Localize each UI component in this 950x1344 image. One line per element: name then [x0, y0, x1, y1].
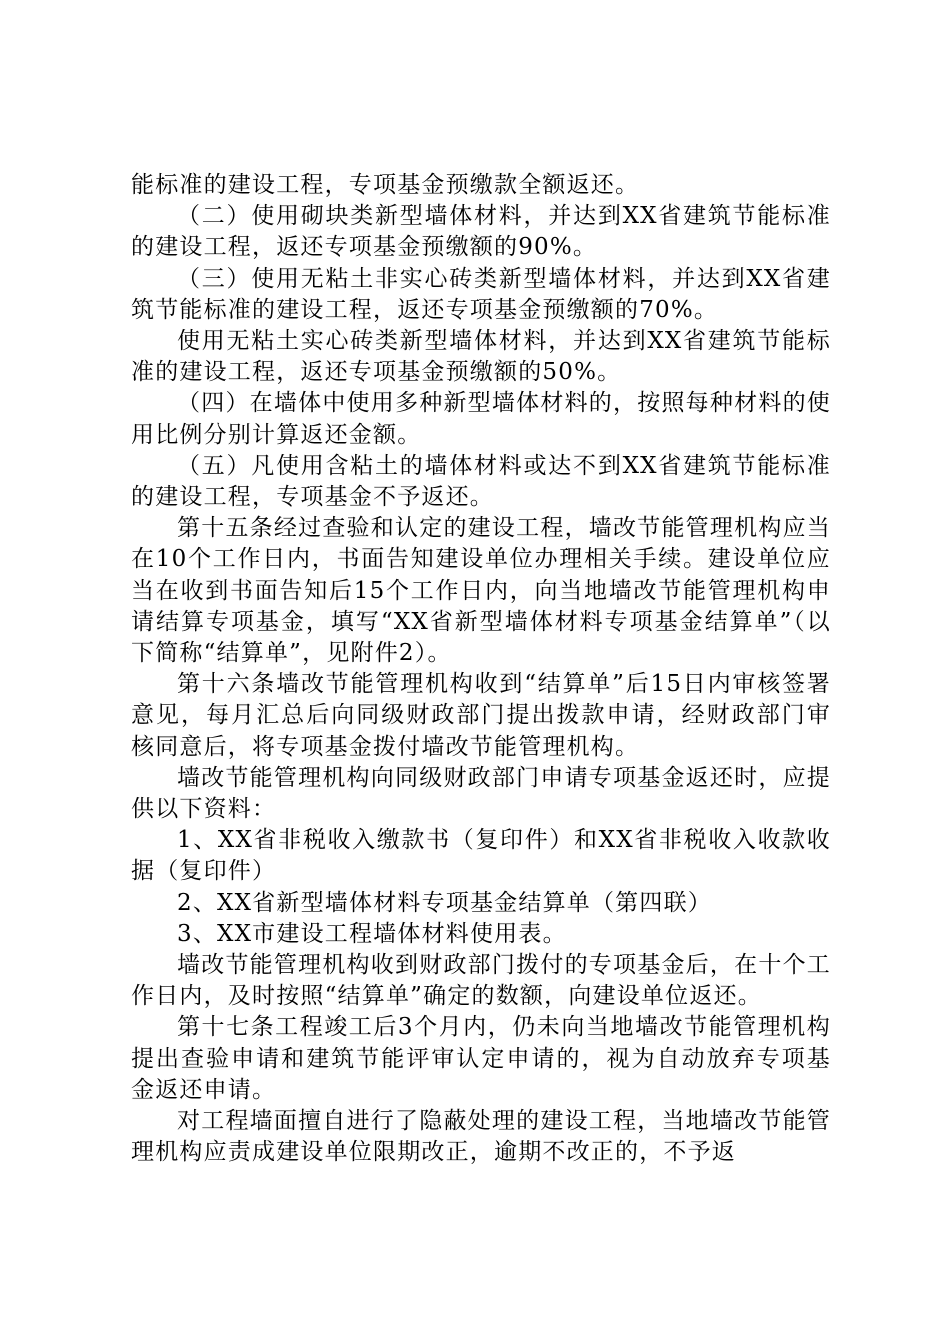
paragraph-item-2: （二）使用砌块类新型墙体材料，并达到XX省建筑节能标准的建设工程，返还专项基金预缴额的90%。 — [131, 203, 831, 261]
paragraph-article-15: 第十五条经过查验和认定的建设工程，墙改节能管理机构应当在10个工作日内，书面告知建设单位办理相关手续。建设单位应当在收到书面告知后15个工作日内，向当地墙改节能管理机构申请结算专项基金，填写“XX省新型墙体材料专项基金结算单”（以下简称“结算单”，见附件2）。 — [131, 515, 831, 667]
paragraph-solid-brick: 使用无粘土实心砖类新型墙体材料，并达到XX省建筑节能标准的建设工程，返还专项基金预缴额的50%。 — [131, 328, 831, 386]
paragraph-continuation: 能标准的建设工程，专项基金预缴款全额返还。 — [131, 172, 640, 198]
paragraph-article-16: 第十六条墙改节能管理机构收到“结算单”后15日内审核签署意见，每月汇总后向同级财政部门提出拨款申请，经财政部门审核同意后，将专项基金拨付墙改节能管理机构。 — [131, 671, 831, 760]
list-item-1: 1、XX省非税收入缴款书（复印件）和XX省非税收入收款收据（复印件） — [131, 827, 831, 885]
paragraph-article-17: 第十七条工程竣工后3个月内，仍未向当地墙改节能管理机构提出查验申请和建筑节能评审认定申请的，视为自动放弃专项基金返还申请。 — [131, 1014, 831, 1103]
paragraph-item-4: （四）在墙体中使用多种新型墙体材料的，按照每种材料的使用比例分别计算返还金额。 — [131, 390, 831, 448]
document-body — [131, 170, 831, 1169]
paragraph-refund: 墙改节能管理机构收到财政部门拨付的专项基金后，在十个工作日内，及时按照“结算单”确定的数额，向建设单位返还。 — [131, 952, 831, 1010]
list-item-3: 3、XX市建设工程墙体材料使用表。 — [177, 920, 567, 947]
paragraph-required-materials: 墙改节能管理机构向同级财政部门申请专项基金返还时，应提供以下资料： — [131, 764, 831, 823]
paragraph-item-3: （三）使用无粘土非实心砖类新型墙体材料，并达到XX省建筑节能标准的建设工程，返还专项基金预缴额的70%。 — [131, 265, 831, 323]
paragraph-item-5: （五）凡使用含粘土的墙体材料或达不到XX省建筑节能标准的建设工程，专项基金不予返还。 — [131, 452, 831, 511]
list-item-2: 2、XX省新型墙体材料专项基金结算单（第四联） — [177, 889, 712, 916]
paragraph-concealed-walls: 对工程墙面擅自进行了隐蔽处理的建设工程，当地墙改节能管理机构应责成建设单位限期改正，逾期不改正的，不予返 — [131, 1108, 831, 1166]
